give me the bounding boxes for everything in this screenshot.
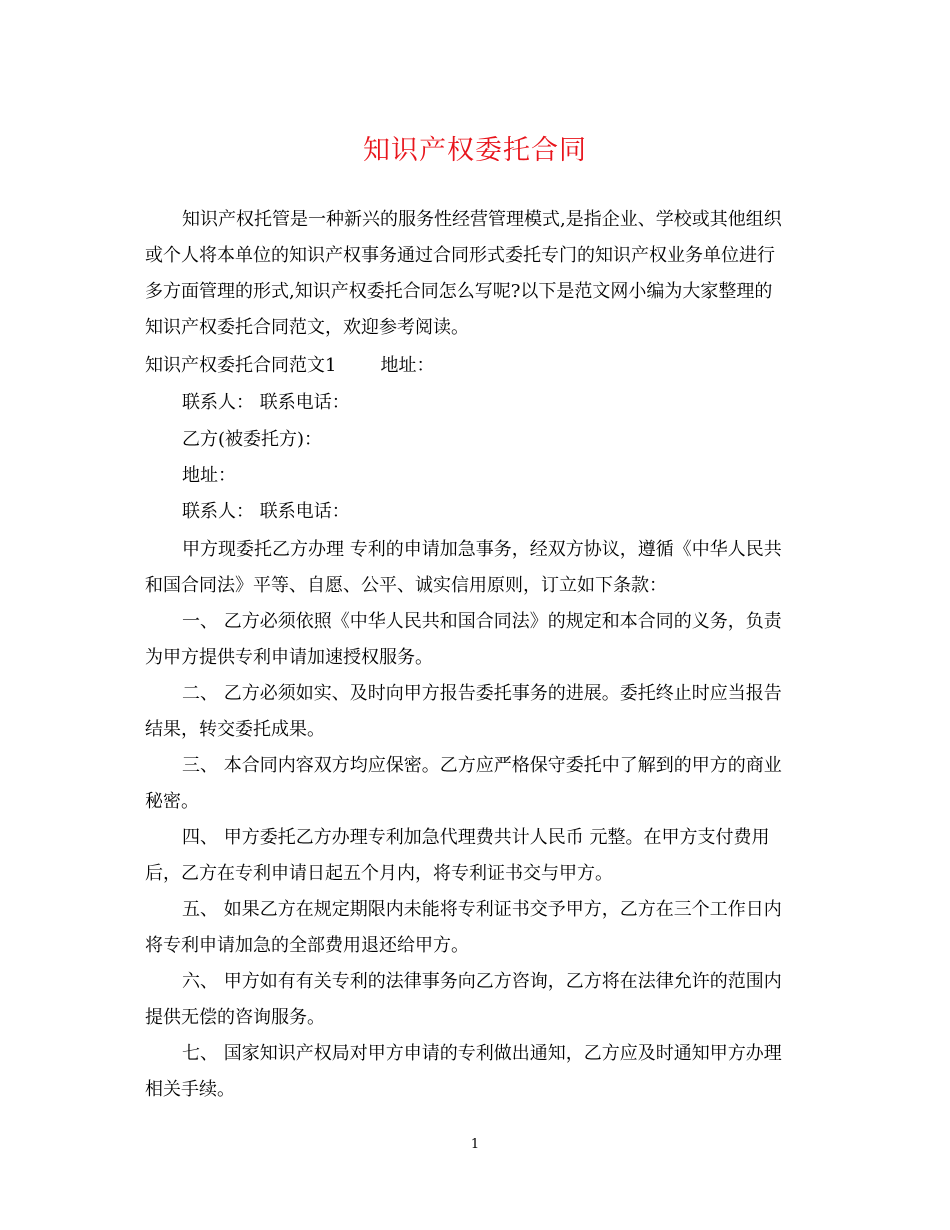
clause-line: 四、 甲方委托乙方办理专利加急代理费共计人民币 元整。在甲方支付费用 bbox=[182, 827, 770, 848]
clause-line: 为甲方提供专利申请加速授权服务。 bbox=[145, 647, 433, 668]
preamble-line: 甲方现委托乙方办理 专利的申请加急事务，经双方协议，遵循《中华人民共 bbox=[182, 539, 782, 560]
clause-line: 七、 国家知识产权局对甲方申请的专利做出通知，乙方应及时通知甲方办理 bbox=[182, 1043, 782, 1064]
clause-line: 五、 如果乙方在规定期限内未能将专利证书交予甲方，乙方在三个工作日内 bbox=[182, 899, 782, 920]
page-number: 1 bbox=[470, 1137, 480, 1152]
clause-line: 相关手续。 bbox=[145, 1079, 235, 1100]
preamble-line: 和国合同法》平等、自愿、公平、诚实信用原则，订立如下条款： bbox=[145, 575, 667, 596]
party-b-line: 乙方(被委托方)： bbox=[182, 429, 323, 450]
sample-heading-line bbox=[145, 354, 815, 378]
contact-line: 联系人： 联系电话： bbox=[182, 392, 350, 413]
clause-line: 三、 本合同内容双方均应保密。乙方应严格保守委托中了解到的甲方的商业 bbox=[182, 755, 782, 776]
contact-line: 联系人： 联系电话： bbox=[182, 501, 350, 522]
clause-line: 后，乙方在专利申请日起五个月内，将专利证书交与甲方。 bbox=[145, 863, 613, 884]
clause-line: 结果，转交委托成果。 bbox=[145, 719, 325, 740]
intro-line: 多方面管理的形式,知识产权委托合同怎么写呢?以下是范文网小编为大家整理的 bbox=[145, 281, 773, 302]
clause-line: 提供无偿的咨询服务。 bbox=[145, 1007, 325, 1028]
clause-line: 将专利申请加急的全部费用退还给甲方。 bbox=[145, 935, 469, 956]
clause-line: 一、 乙方必须依照《中华人民共和国合同法》的规定和本合同的义务，负责 bbox=[182, 611, 782, 632]
intro-line: 知识产权托管是一种新兴的服务性经营管理模式,是指企业、学校或其他组织 bbox=[182, 209, 782, 230]
clause-line: 二、 乙方必须如实、及时向甲方报告委托事务的进展。委托终止时应当报告 bbox=[182, 683, 782, 704]
intro-line: 知识产权委托合同范文，欢迎参考阅读。 bbox=[145, 317, 469, 338]
sample-heading: 知识产权委托合同范文1 bbox=[145, 355, 337, 376]
document-title: 知识产权委托合同 bbox=[363, 135, 587, 166]
address-label: 地址： bbox=[380, 355, 435, 376]
clause-line: 六、 甲方如有有关专利的法律事务向乙方咨询，乙方将在法律允许的范围内 bbox=[182, 971, 782, 992]
intro-line: 或个人将本单位的知识产权事务通过合同形式委托专门的知识产权业务单位进行 bbox=[145, 245, 775, 266]
address-line: 地址： bbox=[182, 465, 236, 486]
clause-line: 秘密。 bbox=[145, 791, 199, 812]
